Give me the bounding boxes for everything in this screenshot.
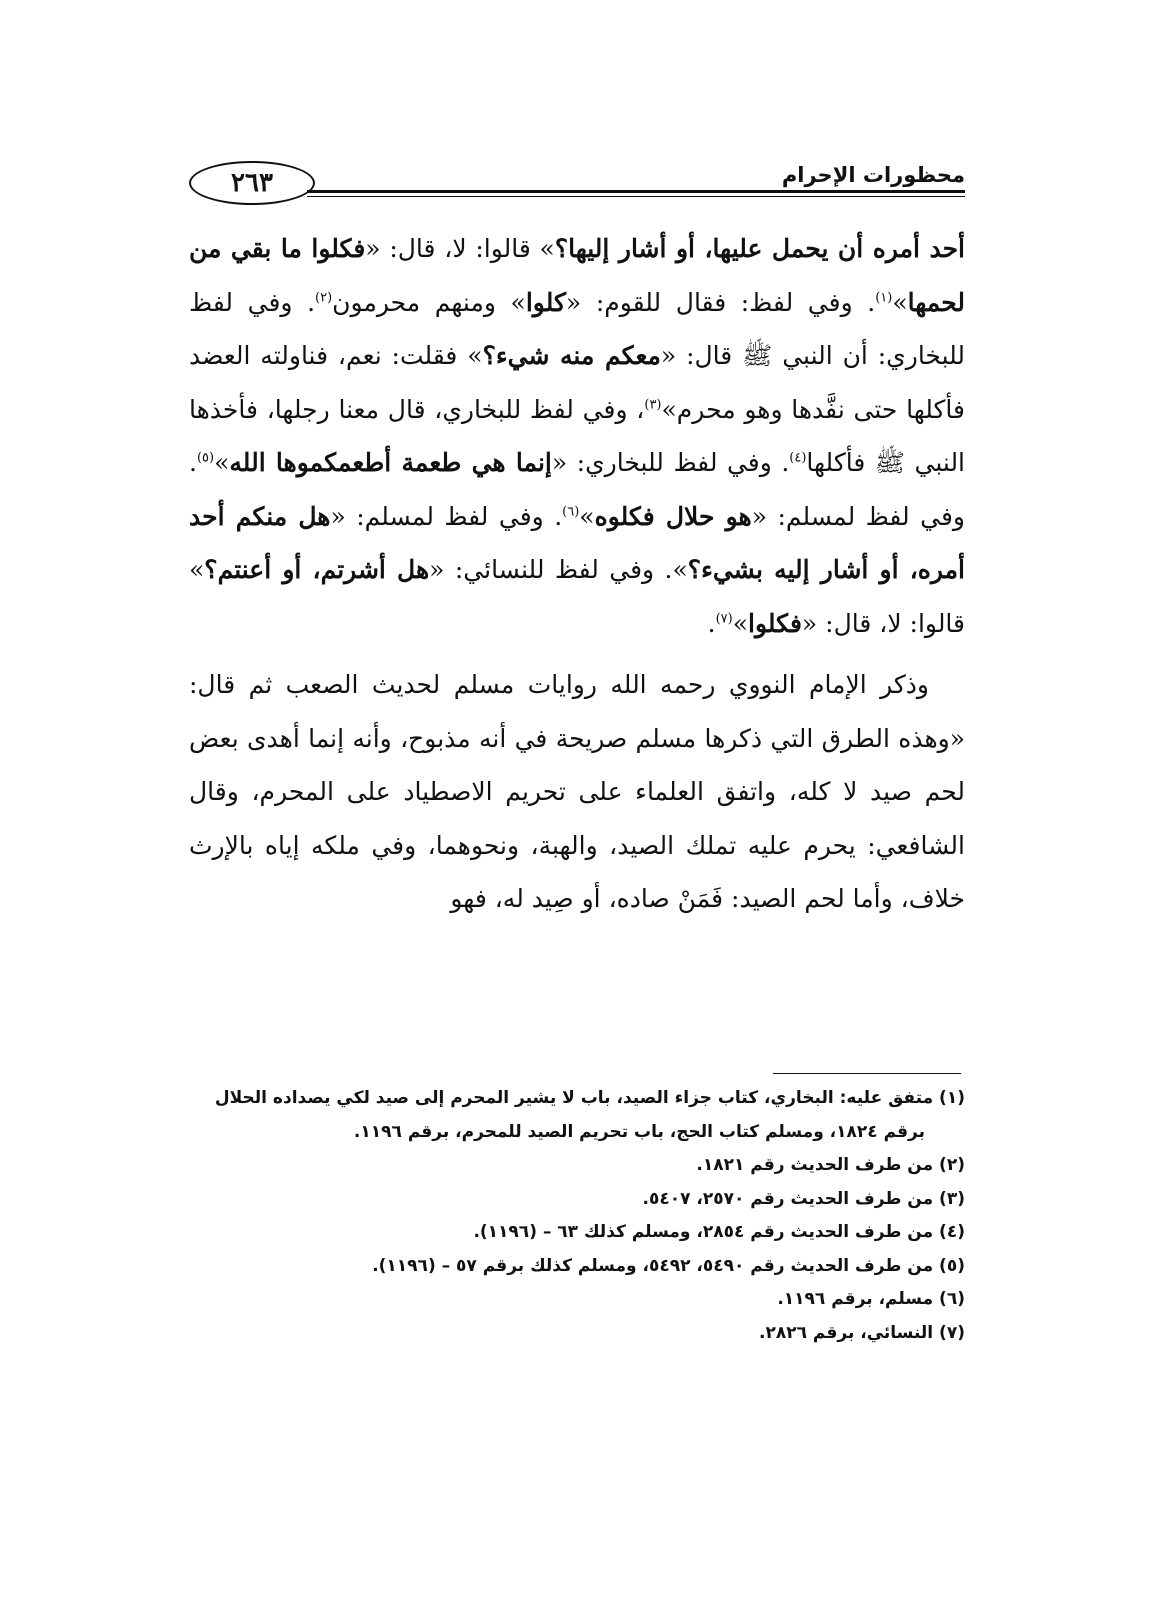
paragraph-1: أحد أمره أن يحمل عليها، أو أشار إليها؟» قالوا: لا، قال: «فكلوا ما بقي من لحمها»$^{(١)}$. وفي لفظ: فقال للقوم: «كلوا» ومنهم محرمون$^{(٢)}$. وفي لفظ للبخاري: أن النبي ﷺ قال: «معكم منه شيء؟» فقلت: نعم، فناولته العضد فأكلها حتى نفَّدها وهو محرم»$^{(٣)}$، وفي لفظ للبخاري، قال معنا رجلها، فأخذها النبي ﷺ فأكلها$^{(٤)}$. وفي لفظ للبخاري: «إنما هي طعمة أطعمكموها الله»$^{(٥)}$. وفي لفظ لمسلم: «هو حلال فكلوه»$^{(٦)}$. وفي لفظ لمسلم: «هل منكم أحد أمره، أو أشار إليه بشيء؟». وفي لفظ للنسائي: «هل أشرتم، أو أعنتم؟» قالوا: لا، قال: «فكلوا»$^{(٧)}$. (189, 234, 966, 638)
hadith-quote: فكلوا (748, 608, 802, 638)
footnotes (189, 1082, 965, 1350)
footnote-ref: (٦) (562, 504, 580, 520)
footnote-text: متفق عليه: البخاري، كتاب جزاء الصيد، باب لا يشير المحرم إلى صيد لكي يصداده الحلال (214, 1088, 934, 1108)
footnote-ref: (٤) (789, 450, 807, 466)
footnote-separator (773, 1073, 961, 1074)
footnote-ref: (٥) (196, 450, 215, 466)
footnote-text: من طرف الحديث رقم ٢٥٧٠، ٥٤٠٧. (642, 1188, 934, 1209)
footnote-number: (٢) (939, 1155, 965, 1175)
chapter-title: محظورات الإحرام (781, 163, 965, 187)
footnote-text: النسائي، برقم ٢٨٢٦. (759, 1322, 934, 1343)
paragraph-2: وذكر الإمام النووي رحمه الله روايات مسلم لحديث الصعب ثم قال: «وهذه الطرق التي ذكرها مسلم صريحة في أنه مذبوح، وأنه إنما أهدى بعض لحم صيد لا كله، واتفق العلماء على تحريم الاصطياد على المحرم، وقال الشافعي: يحرم عليه تملك الصيد، والهبة، ونحوهما، وفي ملكه إياه بالإرث خلاف، وأما لحم الصيد: فَمَنْ صاده، أو صِيد له، فهو (189, 670, 965, 913)
footnote-ref: (٢) (315, 290, 333, 306)
footnote-4 (189, 1216, 965, 1250)
footnote-number: (٤) (939, 1222, 965, 1242)
header-rule (307, 190, 965, 193)
hadith-quote: هل أشرتم، أو أعنتم؟ (204, 555, 430, 584)
footnote-number: (٥) (939, 1255, 965, 1276)
footnote-text: من طرف الحديث رقم ١٨٢١. (696, 1155, 934, 1175)
footnote-ref: (٣) (644, 397, 662, 413)
footnote-1-continued (189, 1116, 965, 1150)
footnote-ref: (٧) (715, 611, 733, 627)
footnote-3 (189, 1183, 965, 1217)
footnote-7 (189, 1317, 965, 1351)
hadith-quote: هو حلال فكلوه (594, 501, 752, 531)
footnote-ref: (١) (875, 290, 893, 306)
footnote-number: (٧) (939, 1322, 965, 1343)
page-number: ٢٦٣ (189, 161, 315, 205)
hadith-quote: معكم منه شيء؟ (482, 341, 661, 370)
hadith-quote: أحد أمره أن يحمل عليها، أو أشار إليها؟ (554, 234, 965, 263)
footnote-text: من طرف الحديث رقم ٥٤٩٠، ٥٤٩٢، ومسلم كذلك برقم ٥٧ – (١١٩٦). (372, 1255, 934, 1276)
main-text (189, 222, 965, 926)
hadith-quote: إنما هي طعمة أطعمكموها الله (229, 448, 552, 477)
hadith-quote: هل منكم أحد أمره، أو أشار إليه بشيء؟ (189, 501, 966, 584)
header-rule-thin (307, 196, 965, 197)
footnote-text: مسلم، برقم ١١٩٦. (777, 1289, 934, 1309)
footnote-5 (189, 1250, 965, 1284)
footnote-number: (١) (939, 1088, 965, 1108)
footnote-2 (189, 1149, 965, 1183)
footnote-number: (٦) (939, 1289, 965, 1309)
hadith-quote: فكلوا ما بقي من لحمها (189, 234, 966, 317)
footnote-text: من طرف الحديث رقم ٢٨٥٤، ومسلم كذلك ٦٣ – (١١٩٦). (473, 1222, 934, 1242)
footnote-6 (189, 1283, 965, 1317)
footnote-text: برقم ١٨٢٤، ومسلم كتاب الحج، باب تحريم الصيد للمحرم، برقم ١١٩٦. (353, 1121, 925, 1142)
footnote-1 (189, 1082, 965, 1116)
hadith-quote: كلوا (525, 287, 566, 317)
footnote-number: (٣) (939, 1188, 965, 1209)
page-header (189, 160, 965, 210)
